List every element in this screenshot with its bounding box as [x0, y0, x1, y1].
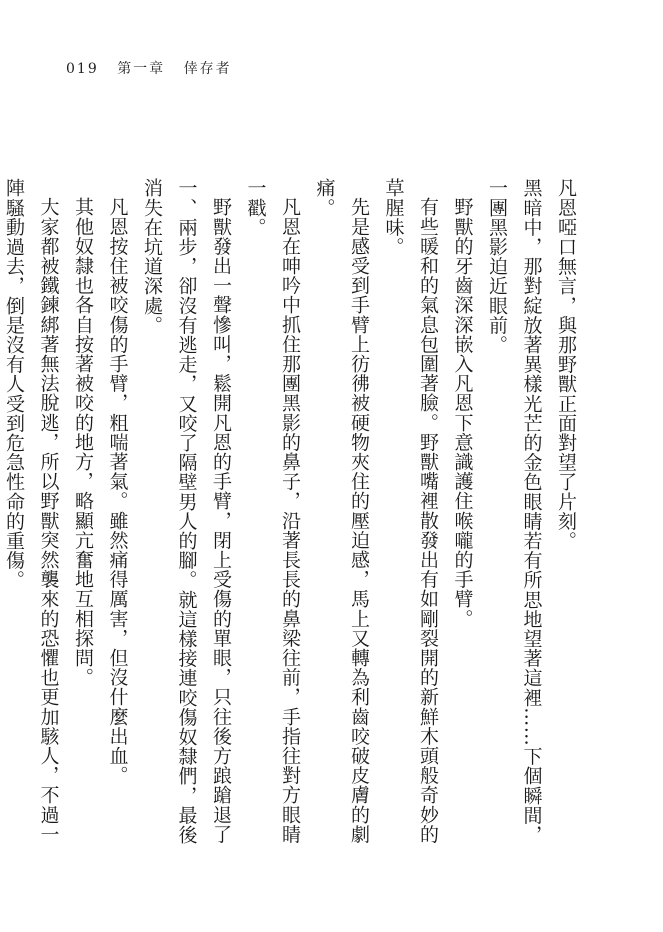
body-text — [0, 178, 583, 858]
paragraph: 野獸發出一聲慘叫，鬆開凡恩的手臂，閉上受傷的單眼，只往後方踉蹌退了一、兩步，卻沒有逃走，又咬了隔壁男人的腳。就這樣接連咬傷奴隸們，最後消失在坑道深處。 — [141, 178, 232, 845]
paragraph: 先是感受到手臂上彷彿被硬物夾住的壓迫感，馬上又轉為利齒咬破皮膚的劇痛。 — [313, 178, 370, 844]
paragraph: 大家都被鐵鍊綁著無法脫逃，所以野獸突然襲來的恐懼也更加駭人，不過一陣騷動過去，倒是沒有人受到危急性命的重傷。 — [3, 178, 60, 844]
chapter-label: 第一章 — [117, 61, 166, 77]
paragraph: 野獸的牙齒深深嵌入凡恩下意識護住喉嚨的手臂。 — [451, 197, 474, 629]
page-header — [66, 58, 244, 78]
paragraph: 凡恩按住被咬傷的手臂，粗喘著氣。雖然痛得厲害，但沒什麼出血。 — [106, 197, 129, 785]
paragraph: 有些暖和的氣息包圍著臉。野獸嘴裡散發出有如剛裂開的新鮮木頭般奇妙的草腥味。 — [382, 178, 439, 844]
paragraph: 凡恩在呻吟中抓住那團黑影的鼻子，沿著長長的鼻梁往前，手指往對方眼睛一戳。 — [244, 178, 301, 844]
paragraph: 黑暗中，那對綻放著異樣光芒的金色眼睛若有所思地望著這裡……下個瞬間，一團黑影迫近眼前。 — [486, 178, 543, 845]
page-number: 019 — [66, 61, 99, 77]
paragraph: 其他奴隸也各自按著被咬的地方，略顯亢奮地互相探問。 — [72, 197, 94, 687]
paragraph: 凡恩啞口無言，與那野獸正面對望了片刻。 — [555, 178, 577, 551]
chapter-title: 倖存者 — [183, 61, 232, 77]
